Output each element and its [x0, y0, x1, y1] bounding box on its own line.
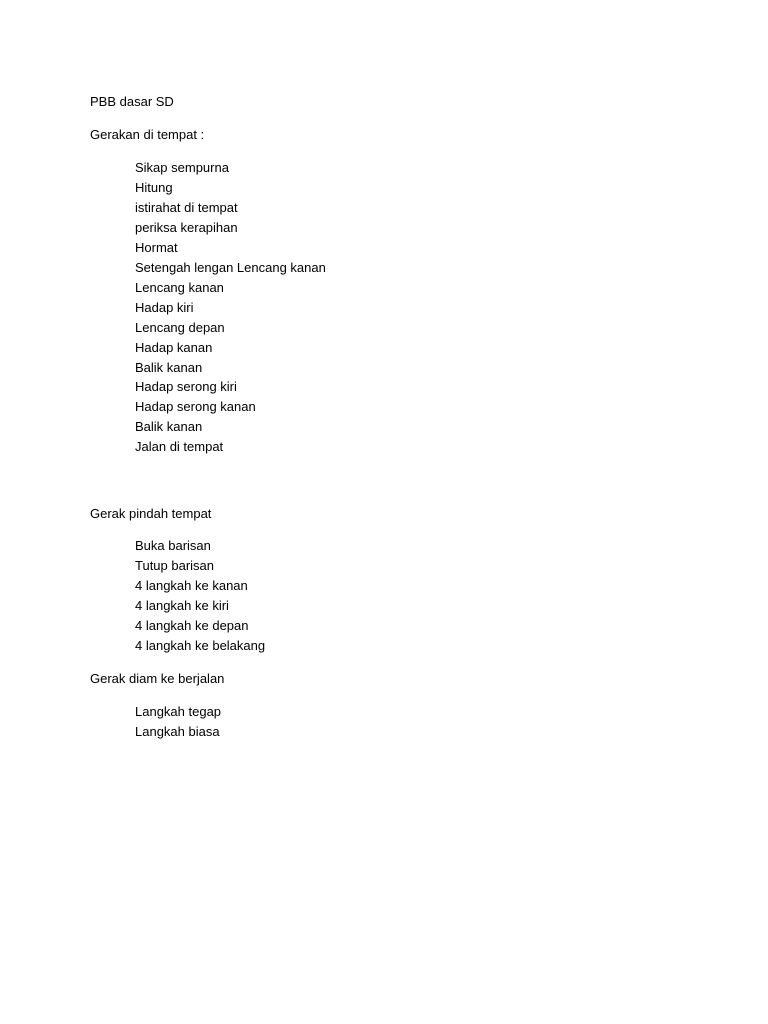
list-item-text: periksa kerapihan	[135, 219, 238, 235]
list-item-text: Jalan di tempat	[135, 439, 224, 455]
list-item-text: Hadap kanan	[135, 339, 213, 355]
list-item-text: Buka barisan	[135, 538, 211, 553]
list-item-text: Sikap sempurna	[135, 160, 229, 175]
list-item-text: Balik kanan	[135, 359, 203, 375]
list-item-text: Hadap kiri	[135, 299, 194, 315]
list-item-text: 4 langkah ke belakang	[135, 638, 266, 653]
list-item-text: Hitung	[135, 179, 173, 195]
list-item-text: Langkah tegap	[135, 704, 222, 719]
list-item-text: 4 langkah ke kanan	[135, 578, 248, 593]
document-title: PBB dasar SD	[90, 94, 174, 109]
section-heading-gerakan-di-tempat: Gerakan di tempat :	[90, 127, 205, 142]
section-heading-gerak-diam-ke-berjalan: Gerak diam ke berjalan	[90, 671, 225, 686]
list-item-text: Hadap serong kanan	[135, 399, 256, 415]
list-item-text: Setengah lengan Lencang kanan	[135, 259, 326, 275]
list-item-text: Tutup barisan	[135, 558, 215, 573]
list-item-text: Langkah biasa	[135, 724, 220, 739]
list-item-text: Lencang kanan	[135, 279, 224, 295]
list-item-text: 4 langkah ke depan	[135, 618, 249, 633]
list-item-text: 4 langkah ke kiri	[135, 598, 229, 613]
list-item-text: Hadap serong kiri	[135, 379, 237, 395]
section-heading-gerak-pindah-tempat: Gerak pindah tempat	[90, 506, 212, 521]
list-item-text: istirahat di tempat	[135, 199, 238, 215]
list-item-text: Balik kanan	[135, 419, 203, 435]
list-item-text: Hormat	[135, 239, 178, 255]
list-item-text: Lencang depan	[135, 319, 225, 335]
